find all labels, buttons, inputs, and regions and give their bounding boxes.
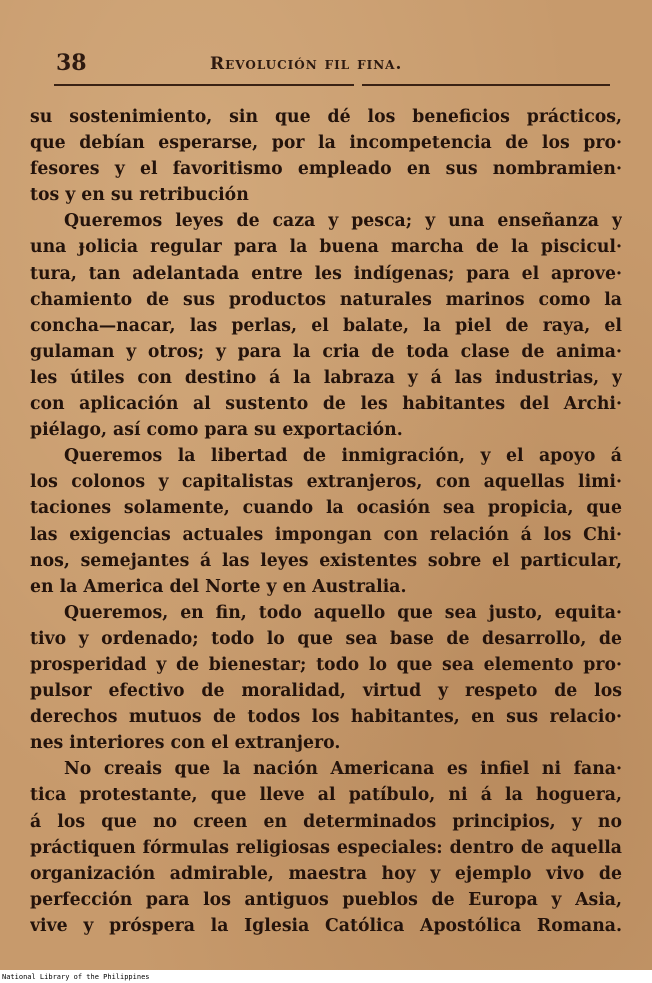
text-line: piélago, así como para su exportación. [30,420,403,441]
text-line: derechos mutuos de todos los habitantes, en sus relacio· [30,707,622,728]
footer-credit: National Library of the Philippines [0,972,652,983]
running-title: Revolución fil fina. [210,54,403,74]
text-line: fesores y el favoritismo empleado en sus nombramien· [30,159,622,180]
page-header [52,48,612,80]
text-line: nos, semejantes á las leyes existentes sobre el particular, [30,550,622,571]
text-line: una ɟolicia regular para la buena marcha de la piscicul· [30,237,622,258]
text-line: concha—nacar, las perlas, el balate, la piel de raya, el [30,315,622,336]
text-line: pulsor efectivo de moralidad, virtud y respeto de los [30,681,622,702]
header-rule-right [362,84,610,86]
text-line: nes interiores con el extranjero. [30,733,341,754]
text-line: con aplicación al sustento de les habitantes del Archi· [30,394,622,415]
text-line: que debían esperarse, por la incompetencia de los pro· [30,133,622,154]
text-line: taciones solamente, cuando la ocasión sea propicia, que [30,498,622,519]
header-rule-left [54,84,354,86]
text-line: perfección para los antiguos pueblos de Europa y Asia, [30,889,622,910]
text-line: práctiquen fórmulas religiosas especiales: dentro de aquella [30,837,622,858]
text-line: tivo y ordenado; todo lo que sea base de desarrollo, de [30,628,622,649]
text-line: chamiento de sus productos naturales marinos como la [30,289,622,310]
text-line: Queremos leyes de caza y pesca; y una enseñanza y [64,211,622,232]
text-line: los colonos y capitalistas extranjeros, con aquellas limi· [30,472,622,493]
text-line: las exigencias actuales impongan con relación á los Chi· [30,524,622,545]
page-number: 38 [56,50,87,76]
text-line: tura, tan adelantada entre les indígenas; para el aprove· [30,263,622,284]
text-line: tica protestante, que lleve al patíbulo, ni á la hoguera, [30,785,622,806]
text-line: Queremos la libertad de inmigración, y el apoyo á [64,446,622,467]
text-line: gulaman y otros; y para la cria de toda clase de anima· [30,341,622,362]
text-line: en la America del Norte y en Australia. [30,576,407,597]
text-line: organización admirable, maestra hoy y ejemplo vivo de [30,863,622,884]
text-line: les útiles con destino á la labraza y á las industrias, y [30,367,622,388]
text-line: su sostenimiento, sin que dé los beneficios prácticos, [30,107,622,127]
text-line: á los que no creen en determinados principios, y no [30,811,622,832]
text-line: tos y en su retribución [30,185,249,206]
text-line: vive y próspera la Iglesia Católica Apostólica Romana. [30,915,622,936]
text-line: prosperidad y de bienestar; todo lo que sea elemento pro· [30,654,622,675]
text-line: Queremos, en fin, todo aquello que sea justo, equita· [64,602,622,623]
text-line: No creais que la nación Americana es infiel ni fana· [64,759,622,780]
body-text [30,104,622,939]
